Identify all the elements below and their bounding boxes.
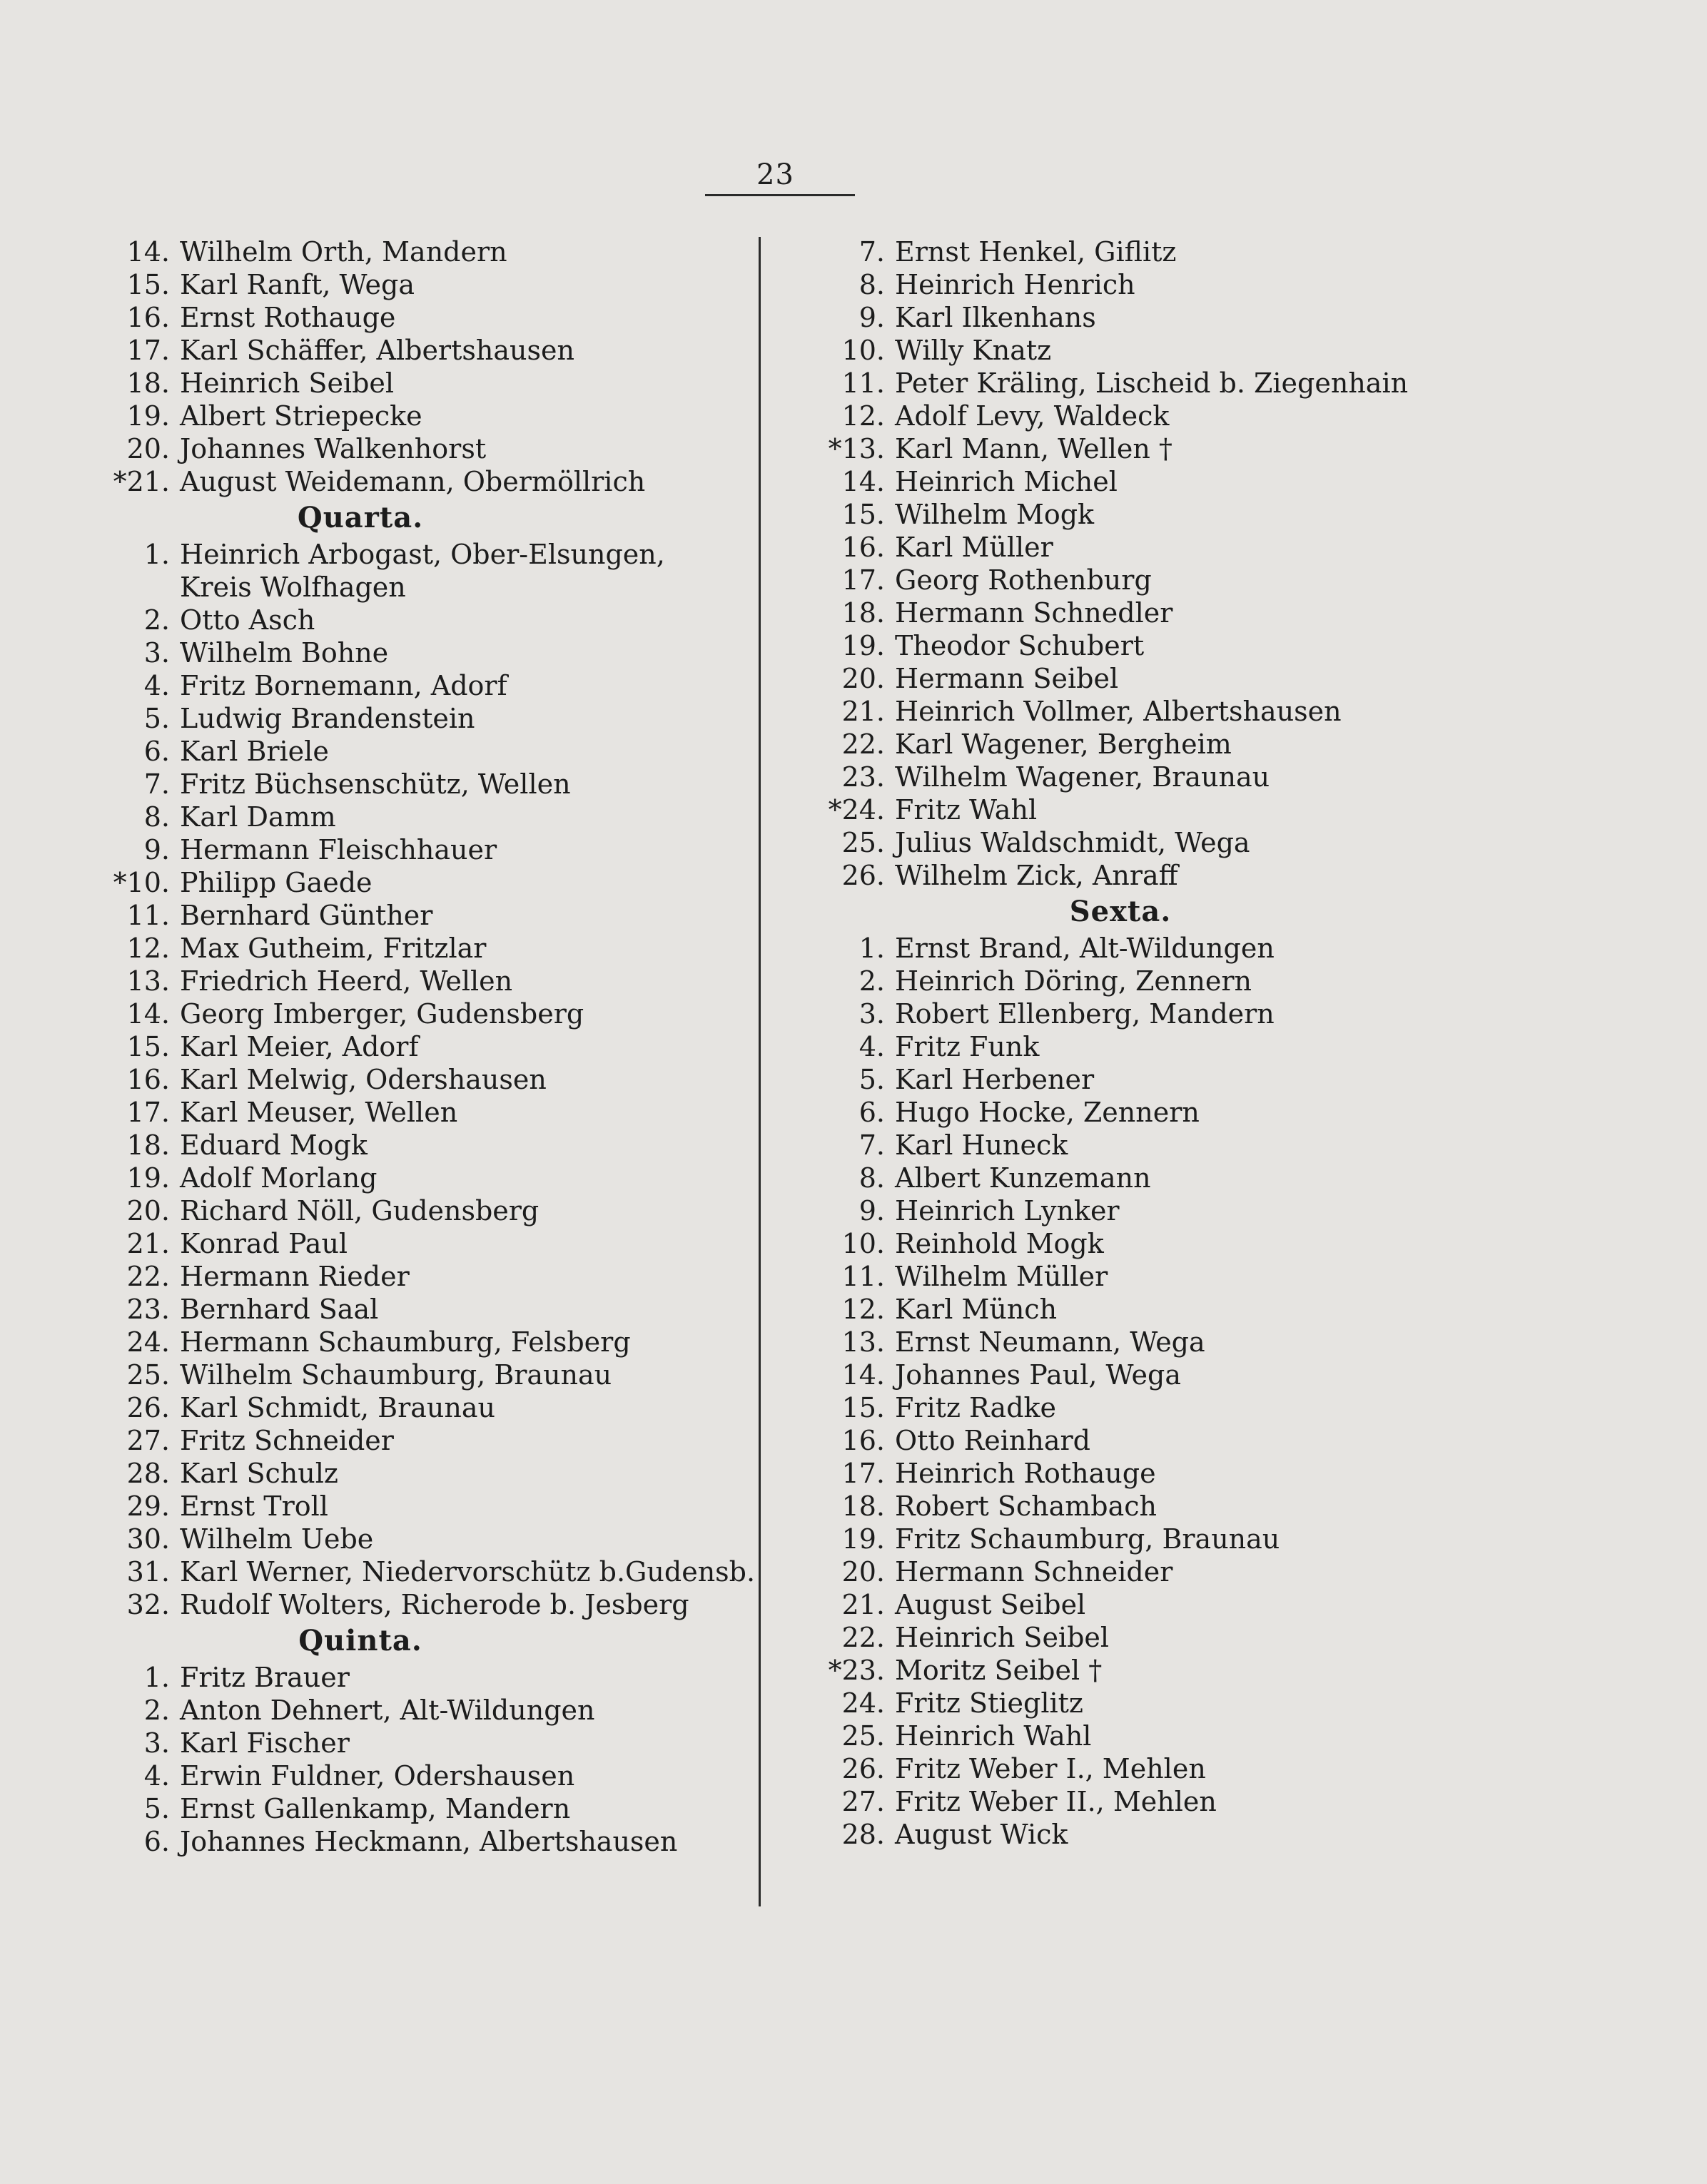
list-item [806,1523,1627,1555]
entry-number: 10. [841,1228,885,1259]
list-item [806,235,1627,268]
entry-number: 9. [143,834,170,865]
list-item [86,669,735,702]
student-name: Johannes Walkenhorst [180,433,487,464]
list-item [86,702,735,735]
student-name: Karl Briele [180,736,329,767]
entry-number: 2. [858,965,885,997]
list-item [806,859,1627,892]
left-column [86,235,756,1858]
student-name: Fritz Wahl [895,794,1038,826]
entry-number: 21. [841,1589,885,1620]
list-item [806,1391,1627,1424]
entry-number: *21. [113,466,170,497]
list-item [86,432,735,465]
list-item [806,1621,1627,1654]
list-item [86,932,735,965]
student-name: Ernst Rothauge [180,302,396,333]
list-item [86,367,735,400]
student-name: August Wick [895,1819,1068,1850]
list-item [86,604,735,636]
entry-number: 16. [841,532,885,563]
student-name: Robert Schambach [895,1490,1158,1522]
student-name: Johannes Heckmann, Albertshausen [180,1826,678,1857]
list-item [806,1162,1627,1194]
list-item [86,1523,735,1555]
entry-number: 17. [841,1458,885,1489]
list-item [86,1457,735,1490]
list-item [86,1727,735,1759]
list-item [806,1194,1627,1227]
list-item [86,538,735,571]
student-name: Karl Mann, Wellen † [895,433,1172,464]
student-name: Karl Müller [895,532,1053,563]
list-item [806,1785,1627,1818]
list-item [806,498,1627,531]
list-item [86,1358,735,1391]
entry-number: 2. [143,604,170,636]
student-name: Heinrich Döring, Zennern [895,965,1252,997]
list-item-continuation [86,571,735,604]
list-item [86,1759,735,1792]
entry-number: *10. [113,867,170,898]
list-item [806,1260,1627,1293]
student-name: Heinrich Vollmer, Albertshausen [895,696,1342,727]
entry-number: 1. [143,539,170,570]
student-name: Ernst Gallenkamp, Mandern [180,1793,571,1824]
list-item [86,1162,735,1194]
entry-number: 14. [126,236,170,268]
student-name: Karl Ranft, Wega [180,269,415,300]
student-name: Hermann Schnedler [895,597,1173,629]
list-item [86,833,735,866]
list-item [806,268,1627,301]
list-item [806,1326,1627,1358]
list-item [86,1694,735,1727]
list-item [86,1030,735,1063]
entry-number: 11. [126,900,170,931]
list-item [86,1129,735,1162]
entry-number: 6. [858,1097,885,1128]
list-item [806,1818,1627,1851]
list-item [806,761,1627,793]
list-item [806,695,1627,728]
entry-number: 28. [126,1458,170,1489]
entry-number: 19. [841,1523,885,1555]
list-item [86,735,735,768]
student-name: Karl Meuser, Wellen [180,1097,458,1128]
entry-number: 11. [841,367,885,399]
student-name: Bernhard Günther [180,900,433,931]
entry-number: 12. [841,1294,885,1325]
list-item [86,1293,735,1326]
list-item [806,1687,1627,1720]
list-item [86,899,735,932]
entry-number: 15. [126,269,170,300]
entry-number: 16. [126,302,170,333]
list-item [86,235,735,268]
entry-number: 17. [126,335,170,366]
entry-number: 5. [858,1064,885,1095]
list-item [86,334,735,367]
list-item [806,662,1627,695]
list-item [86,1661,735,1694]
entry-number: 9. [858,302,885,333]
entry-number: *24. [828,794,885,826]
entry-number: 1. [143,1662,170,1693]
list-item [806,1457,1627,1490]
entry-number: 15. [841,1392,885,1423]
student-name: August Weidemann, Obermöllrich [180,466,646,497]
entry-number: 6. [143,1826,170,1857]
entry-number: 15. [841,499,885,530]
student-name: Wilhelm Zick, Anraff [895,860,1178,891]
list-item [806,1129,1627,1162]
list-item [86,1194,735,1227]
student-name: Hermann Schaumburg, Felsberg [180,1326,631,1358]
entry-number: 24. [126,1326,170,1358]
student-name: Heinrich Seibel [180,367,395,399]
entry-number: 14. [841,1359,885,1391]
entry-number: 7. [143,768,170,800]
class-heading: Quinta. [298,1624,422,1657]
entry-number: 13. [126,965,170,997]
entry-number: 12. [126,933,170,964]
student-name: Karl Münch [895,1294,1058,1325]
entry-number: 5. [143,1793,170,1824]
student-name: Karl Werner, Niedervorschütz b.Gudensb. [180,1556,756,1588]
student-name: August Seibel [895,1589,1086,1620]
entry-number: 18. [841,1490,885,1522]
entry-number: 8. [858,269,885,300]
entry-number: 28. [841,1819,885,1850]
list-item [806,1752,1627,1785]
entry-number: 16. [841,1425,885,1456]
list-item [86,801,735,833]
student-name: Karl Damm [180,801,336,833]
list-item [806,1030,1627,1063]
entry-number: 8. [143,801,170,833]
student-name: Heinrich Seibel [895,1622,1110,1653]
student-name: Kreis Wolfhagen [180,572,406,603]
list-item [806,1490,1627,1523]
list-item [86,268,735,301]
student-name: Wilhelm Mogk [895,499,1095,530]
entry-number: 8. [858,1162,885,1194]
list-item [806,531,1627,564]
entry-number: 21. [126,1228,170,1259]
student-name: Robert Ellenberg, Mandern [895,998,1275,1030]
student-name: Karl Herbener [895,1064,1095,1095]
list-item [806,1096,1627,1129]
student-name: Erwin Fuldner, Odershausen [180,1760,575,1792]
list-item [86,866,735,899]
entry-number: 18. [126,367,170,399]
list-item [86,636,735,669]
student-name: Heinrich Lynker [895,1195,1120,1226]
list-item [86,301,735,334]
list-item [806,301,1627,334]
student-name: Hermann Rieder [180,1261,410,1292]
class-heading: Quarta. [297,501,424,534]
student-name: Fritz Brauer [180,1662,350,1693]
list-item [806,367,1627,400]
list-item [806,1293,1627,1326]
list-item [86,1490,735,1523]
list-item [806,400,1627,432]
right-column [806,235,1627,1851]
entry-number: 26. [841,860,885,891]
student-name: Adolf Levy, Waldeck [895,400,1170,432]
student-name: Fritz Radke [895,1392,1057,1423]
student-name: Rudolf Wolters, Richerode b. Jesberg [180,1589,689,1620]
student-name: Friedrich Heerd, Wellen [180,965,513,997]
student-name: Ernst Henkel, Giflitz [895,236,1177,268]
list-item [86,768,735,801]
entry-number: 1. [858,933,885,964]
entry-number: 17. [841,564,885,596]
entry-number: 23. [841,761,885,793]
entry-number: 30. [126,1523,170,1555]
student-name: Richard Nöll, Gudensberg [180,1195,540,1226]
entry-number: 23. [126,1294,170,1325]
list-item [86,1227,735,1260]
list-item [806,826,1627,859]
list-item [806,1227,1627,1260]
student-name: Karl Schmidt, Braunau [180,1392,495,1423]
entry-number: 27. [841,1786,885,1817]
entry-number: 18. [126,1129,170,1161]
entry-number: 11. [841,1261,885,1292]
student-name: Wilhelm Müller [895,1261,1108,1292]
entry-number: 14. [841,466,885,497]
class-heading: Sexta. [1069,895,1172,928]
entry-number: 24. [841,1687,885,1719]
list-item [806,465,1627,498]
student-name: Bernhard Saal [180,1294,379,1325]
entry-number: 3. [143,1727,170,1759]
student-name: Hermann Schneider [895,1556,1173,1588]
entry-number: 22. [126,1261,170,1292]
entry-number: 14. [126,998,170,1030]
student-name: Reinhold Mogk [895,1228,1104,1259]
entry-number: 12. [841,400,885,432]
list-item [86,1555,756,1588]
list-item [86,1825,735,1858]
list-item [806,728,1627,761]
student-name: Wilhelm Orth, Mandern [180,236,507,268]
student-name: Eduard Mogk [180,1129,368,1161]
list-item [806,1358,1627,1391]
list-item [86,400,735,432]
list-item [86,465,735,498]
list-item [86,1260,735,1293]
entry-number: 7. [858,1129,885,1161]
student-name: Heinrich Wahl [895,1720,1092,1752]
entry-number: 29. [126,1490,170,1522]
entry-number: 17. [126,1097,170,1128]
list-item [806,1588,1627,1621]
entry-number: 27. [126,1425,170,1456]
student-name: Albert Kunzemann [895,1162,1151,1194]
list-item [86,1326,735,1358]
student-name: Willy Knatz [895,335,1052,366]
student-name: Otto Reinhard [895,1425,1090,1456]
page-number-rule [705,194,855,196]
list-item [86,1792,735,1825]
student-name: Karl Huneck [895,1129,1068,1161]
entry-number: 15. [126,1031,170,1062]
student-name: Fritz Stieglitz [895,1687,1083,1719]
entry-number: 26. [126,1392,170,1423]
student-name: Adolf Morlang [180,1162,378,1194]
entry-number: 22. [841,1622,885,1653]
student-name: Karl Melwig, Odershausen [180,1064,547,1095]
list-item [86,965,735,997]
entry-number: 5. [143,703,170,734]
entry-number: 21. [841,696,885,727]
student-name: Karl Meier, Adorf [180,1031,419,1062]
student-name: Ernst Neumann, Wega [895,1326,1205,1358]
entry-number: 20. [126,1195,170,1226]
student-name: Philipp Gaede [180,867,373,898]
student-name: Ernst Brand, Alt-Wildungen [895,933,1275,964]
student-name: Julius Waldschmidt, Wega [895,827,1250,858]
student-name: Heinrich Michel [895,466,1118,497]
student-name: Heinrich Rothauge [895,1458,1156,1489]
entry-number: 3. [858,998,885,1030]
entry-number: 22. [841,728,885,760]
entry-number: 20. [841,663,885,694]
student-name: Johannes Paul, Wega [895,1359,1181,1391]
list-item [806,596,1627,629]
student-name: Anton Dehnert, Alt-Wildungen [180,1695,595,1726]
entry-number: 19. [126,400,170,432]
student-name: Karl Schulz [180,1458,338,1489]
column-divider [759,237,761,1906]
student-name: Fritz Schaumburg, Braunau [895,1523,1280,1555]
page-number: 23 [756,158,794,191]
entry-number: *13. [828,433,885,464]
list-item [806,1654,1627,1687]
entry-number: 4. [143,1760,170,1792]
list-item [806,564,1627,596]
list-item [806,334,1627,367]
entry-number: *23. [828,1655,885,1686]
student-name: Wilhelm Bohne [180,637,389,669]
list-item [806,1063,1627,1096]
student-name: Georg Imberger, Gudensberg [180,998,584,1030]
student-name: Wilhelm Schaumburg, Braunau [180,1359,612,1391]
student-name: Karl Ilkenhans [895,302,1096,333]
student-name: Hermann Fleischhauer [180,834,497,865]
entry-number: 16. [126,1064,170,1095]
student-name: Georg Rothenburg [895,564,1152,596]
list-item [806,1555,1627,1588]
entry-number: 2. [143,1695,170,1726]
list-item [806,1720,1627,1752]
entry-number: 10. [841,335,885,366]
list-item [86,1096,735,1129]
student-name: Hermann Seibel [895,663,1119,694]
list-item [86,1424,735,1457]
entry-number: 31. [126,1556,170,1588]
entry-number: 25. [841,1720,885,1752]
list-item [86,997,735,1030]
student-name: Fritz Weber I., Mehlen [895,1753,1206,1784]
student-name: Peter Kräling, Lischeid b. Ziegenhain [895,367,1409,399]
entry-number: 25. [841,827,885,858]
entry-number: 7. [858,236,885,268]
student-name: Albert Striepecke [180,400,422,432]
list-item [806,1424,1627,1457]
list-item [86,1391,735,1424]
student-name: Karl Schäffer, Albertshausen [180,335,574,366]
entry-number: 6. [143,736,170,767]
student-name: Fritz Büchsenschütz, Wellen [180,768,571,800]
entry-number: 25. [126,1359,170,1391]
entry-number: 32. [126,1589,170,1620]
list-item [86,1063,735,1096]
student-name: Fritz Schneider [180,1425,394,1456]
entry-number: 26. [841,1753,885,1784]
list-item [806,932,1627,965]
student-name: Fritz Bornemann, Adorf [180,670,507,701]
student-name: Max Gutheim, Fritzlar [180,933,487,964]
list-item [86,1588,735,1621]
student-name: Karl Fischer [180,1727,350,1759]
entry-number: 4. [143,670,170,701]
student-name: Theodor Schubert [895,630,1145,661]
entry-number: 19. [841,630,885,661]
student-name: Otto Asch [180,604,315,636]
entry-number: 4. [858,1031,885,1062]
student-name: Wilhelm Uebe [180,1523,374,1555]
student-name: Heinrich Henrich [895,269,1135,300]
entry-number: 19. [126,1162,170,1194]
list-item [806,432,1627,465]
student-name: Karl Wagener, Bergheim [895,728,1232,760]
student-name: Konrad Paul [180,1228,348,1259]
student-name: Wilhelm Wagener, Braunau [895,761,1270,793]
student-name: Ernst Troll [180,1490,328,1522]
student-name: Fritz Funk [895,1031,1040,1062]
entry-number: 20. [841,1556,885,1588]
list-item [806,793,1627,826]
student-name: Ludwig Brandenstein [180,703,475,734]
student-name: Hugo Hocke, Zennern [895,1097,1200,1128]
entry-number: 9. [858,1195,885,1226]
list-item [806,965,1627,997]
entry-number: 18. [841,597,885,629]
list-item [806,629,1627,662]
student-name: Heinrich Arbogast, Ober-Elsungen, [180,539,665,570]
entry-number: 20. [126,433,170,464]
entry-number: 13. [841,1326,885,1358]
entry-number: 3. [143,637,170,669]
student-name: Moritz Seibel † [895,1655,1103,1686]
student-name: Fritz Weber II., Mehlen [895,1786,1217,1817]
list-item [806,997,1627,1030]
